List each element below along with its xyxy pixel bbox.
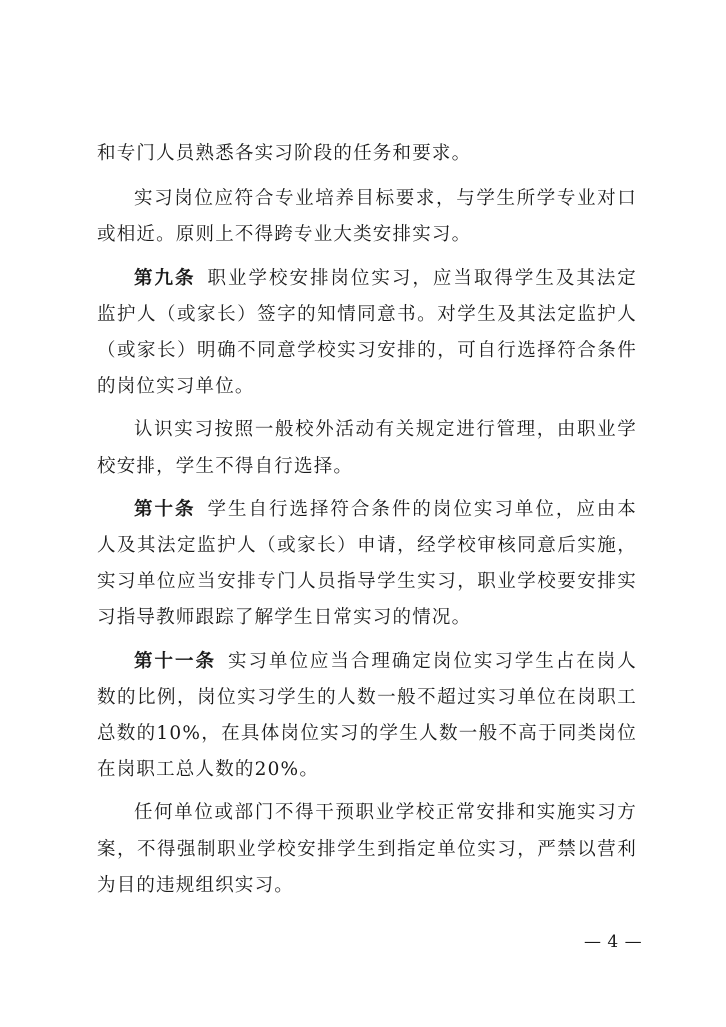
article-11	[97, 644, 637, 789]
paragraph-text: 职业学校安排岗位实习，应当取得学生及其法定监护人（或家长）签字的知情同意书。对学生及其法定监护人（或家长）明确不同意学校实习安排的，可自行选择符合条件的岗位实习单位。	[97, 267, 638, 398]
paragraph-text: 学生自行选择符合条件的岗位实习单位，应由本人及其法定监护人（或家长）申请，经学校审核同意后实施，实习单位应当安排专门人员指导学生实习，职业学校要安排实习指导教师跟踪了解学生日常实习的情况。	[97, 498, 638, 629]
paragraph-text: 认识实习按照一般校外活动有关规定进行管理，由职业学校安排，学生不得自行选择。	[97, 419, 637, 477]
paragraph-text: 和专门人员熟悉各实习阶段的任务和要求。	[97, 143, 472, 164]
article-9	[97, 261, 637, 406]
article-heading: 第十一条	[134, 650, 216, 672]
article-10	[97, 492, 637, 637]
paragraph-cognitive-internship	[97, 412, 637, 484]
paragraph-text: 任何单位或部门不得干预职业学校正常安排和实施实习方案，不得强制职业学校安排学生到指定单位实习，严禁以营利为目的违规组织实习。	[97, 802, 637, 896]
paragraph-no-interference	[97, 795, 637, 904]
paragraph-internship-position	[97, 181, 637, 253]
page-number: — 4 —	[584, 932, 643, 952]
paragraph-continuation	[97, 136, 637, 172]
article-heading: 第九条	[134, 267, 196, 289]
article-heading: 第十条	[134, 498, 196, 520]
document-body	[97, 136, 637, 904]
paragraph-text: 实习岗位应符合专业培养目标要求，与学生所学专业对口或相近。原则上不得跨专业大类安排实习。	[97, 188, 637, 246]
paragraph-text: 实习单位应当合理确定岗位实习学生占在岗人数的比例，岗位实习学生的人数一般不超过实习单位在岗职工总数的10%，在具体岗位实习的学生人数一般不高于同类岗位在岗职工总人数的20%。	[97, 650, 637, 781]
